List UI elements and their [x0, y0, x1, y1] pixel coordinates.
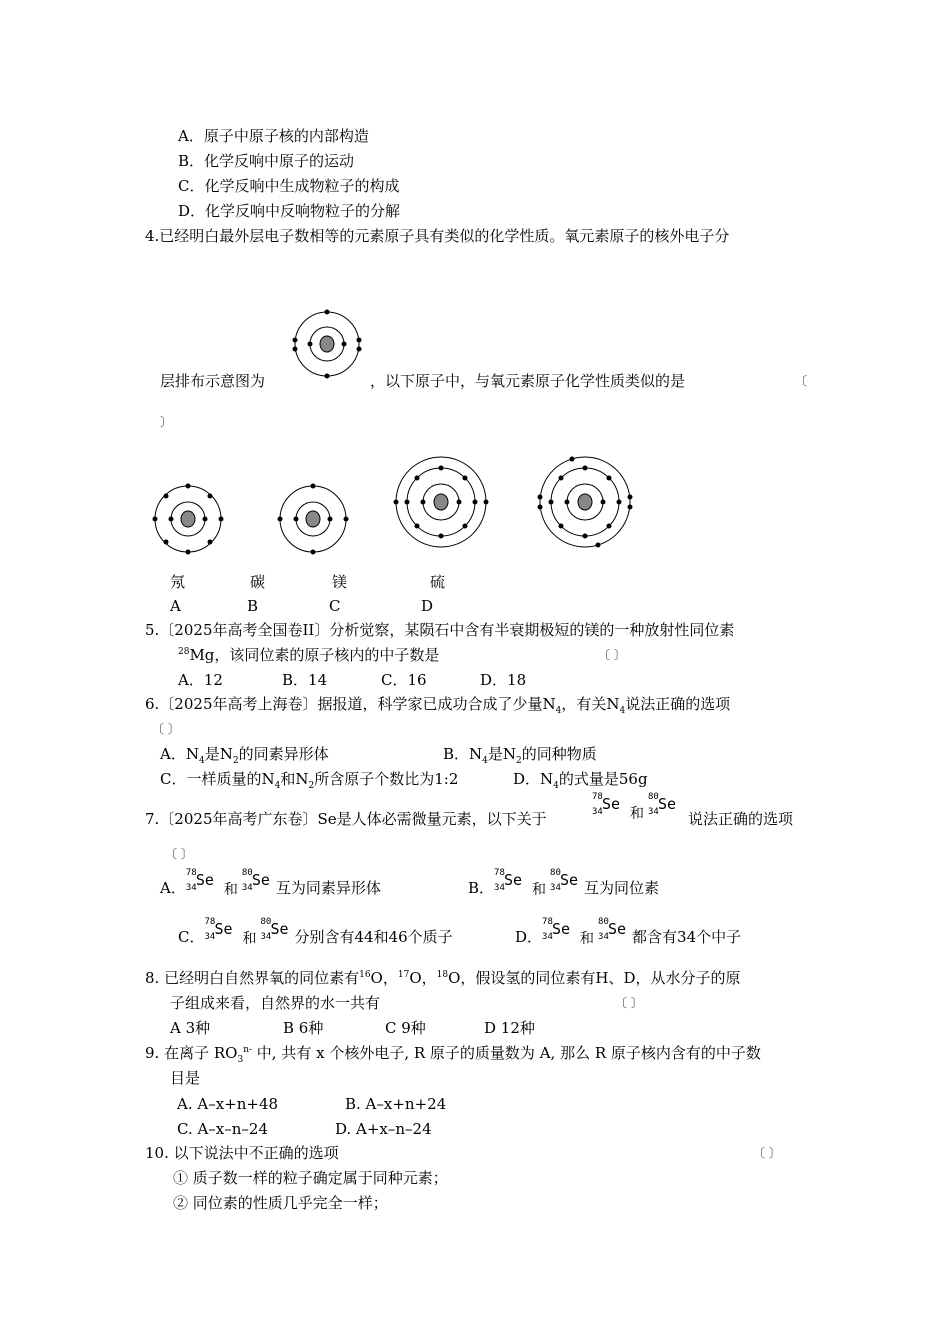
- se78-symbol: 78 34 Se: [592, 792, 621, 817]
- q6-line1-b: ，有关N: [561, 695, 620, 713]
- q3-option-b: B．化学反响中原子的运动: [178, 152, 355, 170]
- q3-option-a: A．原子中原子核的内部构造: [178, 127, 369, 145]
- q7-option-text: 互为同位素: [584, 879, 660, 897]
- q8-o: O，: [370, 969, 398, 987]
- q8-line2: 子组成来看，自然界的水一共有: [170, 994, 381, 1012]
- q7-option-text: 都含有34个中子: [632, 928, 742, 946]
- q8-line1-a: 8. 已经明白自然界氧的同位素有: [145, 969, 360, 987]
- q10-line1: 10. 以下说法中不正确的选项: [145, 1144, 339, 1162]
- q6-sub: 2: [516, 756, 522, 766]
- q7-and: 和: [630, 806, 644, 822]
- q7-option-label: D．: [515, 928, 543, 946]
- q4-element-sulfur: 硫: [430, 573, 446, 591]
- q8-mass: 16: [359, 970, 371, 980]
- q9-line1: [145, 1043, 761, 1063]
- q6-line1-c: 说法正确的选项: [625, 695, 731, 713]
- oxygen-atom-diagram: [292, 308, 362, 380]
- q6-line1-a: 6.〔2025年高考上海卷〕据报道，科学家已成功合成了少量N: [145, 695, 556, 713]
- q5-option-d: D．18: [480, 671, 527, 689]
- se78-symbol: 78 34 Se: [185, 868, 214, 893]
- q4-stem-part2b: ，以下原子中，与氧元素原子化学性质类似的是: [370, 372, 686, 390]
- q7-and: 和: [532, 882, 547, 898]
- q6-option-c: [160, 769, 458, 789]
- q8-option-c: C 9种: [385, 1019, 426, 1037]
- q8-option-d: D 12种: [484, 1019, 535, 1037]
- q7-line1-end: 说法正确的选项: [688, 810, 794, 828]
- q4-option-c: C: [329, 597, 341, 615]
- q6-sub: 2: [232, 756, 239, 766]
- q3-option-c: C．化学反响中生成物粒子的构成: [178, 177, 400, 195]
- se80-symbol: 80 34 Se: [648, 792, 677, 817]
- q5-line2: [178, 645, 439, 665]
- q7-isotopes-stem: [592, 793, 682, 829]
- q8-o: O，: [409, 969, 437, 987]
- q9-option-a: A. A–x+n+48: [177, 1095, 279, 1113]
- se80-symbol: 80 34 Se: [241, 868, 270, 893]
- q8-o: O，假设氢的同位素有H、D，从水分子的原: [448, 969, 741, 987]
- q6-line1: [145, 694, 730, 714]
- q8-option-a: A 3种: [170, 1019, 211, 1037]
- q6-opt-c-part: 所含原子个数比为1:2: [314, 770, 459, 788]
- q4-option-b: B: [247, 597, 259, 615]
- q8-bracket: 〔 〕: [615, 996, 643, 1010]
- q10-item-1: ① 质子数一样的粒子确定属于同种元素；: [173, 1169, 448, 1187]
- q6-opt-a-part: 是N: [204, 745, 233, 763]
- q6-option-d: [513, 769, 648, 789]
- q9-option-d: D. A+x–n–24: [335, 1120, 432, 1138]
- q9-line1-a: 9. 在离子 RO: [145, 1044, 238, 1062]
- q9-option-b: B. A–x+n+24: [345, 1095, 447, 1113]
- q7-option-c: [178, 918, 453, 954]
- q4-bracket-open: 〔: [795, 374, 808, 388]
- q6-sub: 4: [555, 706, 562, 716]
- q5-bracket: 〔 〕: [598, 648, 626, 662]
- q6-opt-c-part: C．一样质量的N: [160, 770, 275, 788]
- q7-option-b: [468, 869, 659, 905]
- q6-opt-d-part: D．N: [513, 770, 554, 788]
- q5-option-a: A．12: [178, 671, 223, 689]
- q5-mass-number: 28: [178, 647, 190, 657]
- q6-bracket: 〔 〕: [152, 722, 180, 736]
- q6-sub: 4: [198, 756, 205, 766]
- q6-sub: 4: [274, 781, 281, 791]
- q9-line1-b: 中, 共有 x 个核外电子, R 原子的质量数为 A, 那么 R 原子核内含有的中子数: [252, 1044, 761, 1062]
- q7-option-text: 分别含有44和46个质子: [294, 928, 453, 946]
- q5-line2-text: Mg，该同位素的原子核内的中子数是: [189, 646, 440, 664]
- se78-symbol: 78 34 Se: [542, 917, 571, 942]
- q6-sub: 4: [553, 781, 559, 791]
- q5-line1: 5.〔2025年高考全国卷II〕分析觉察，某陨石中含有半衰期极短的镁的一种放射性同位素: [145, 621, 735, 639]
- q6-opt-b-part: 是N: [487, 745, 517, 763]
- q7-and: 和: [580, 931, 595, 947]
- q7-line1: 7.〔2025年高考广东卷〕Se是人体必需微量元素，以下关于: [145, 810, 547, 828]
- q7-option-label: C．: [178, 928, 205, 946]
- q10-item-2: ② 同位素的性质几乎完全一样；: [173, 1194, 388, 1212]
- q4-element-neon: 氖: [170, 573, 186, 591]
- q4-option-d: D: [421, 597, 434, 615]
- q4-stem-line1: 4.已经明白最外层电子数相等的元素原子具有类似的化学性质。氧元素原子的核外电子分: [145, 227, 730, 245]
- q3-option-d: D．化学反响中反响物粒子的分解: [178, 202, 401, 220]
- q6-option-b: [443, 744, 597, 764]
- se78-symbol: 78 34 Se: [204, 917, 233, 942]
- q6-opt-c-part: 和N: [280, 770, 309, 788]
- q6-opt-a-part: 的同素异形体: [238, 745, 329, 763]
- se78-symbol: 78 34 Se: [494, 868, 523, 893]
- q5-option-c: C．16: [381, 671, 427, 689]
- sulfur-atom-diagram: [537, 454, 633, 550]
- q9-sup: n-: [243, 1045, 253, 1055]
- q6-opt-b-part: 的同种物质: [521, 745, 597, 763]
- q8-option-b: B 6种: [283, 1019, 324, 1037]
- q7-and: 和: [223, 882, 238, 898]
- q7-bracket: 〔 〕: [165, 847, 193, 861]
- q6-opt-d-part: 的式量是56g: [558, 770, 648, 788]
- q4-element-carbon: 碳: [250, 573, 266, 591]
- q6-opt-a-part: A．N: [160, 745, 199, 763]
- q5-option-b: B．14: [282, 671, 328, 689]
- q8-mass: 18: [436, 970, 449, 980]
- carbon-atom-diagram: [276, 484, 350, 556]
- q9-line2: 目是: [170, 1069, 201, 1087]
- q7-option-label: A．: [160, 879, 186, 897]
- q6-sub: 2: [308, 781, 315, 791]
- se80-symbol: 80 34 Se: [550, 868, 579, 893]
- q6-sub: 4: [619, 706, 626, 716]
- q7-option-d: [515, 918, 741, 954]
- q6-option-a: [160, 744, 329, 764]
- q7-and: 和: [242, 931, 257, 947]
- q9-option-c: C. A–x–n–24: [177, 1120, 269, 1138]
- neon-atom-diagram: [151, 484, 225, 556]
- q8-line1: [145, 968, 741, 988]
- q7-option-label: B．: [468, 879, 495, 897]
- q4-bracket-close: 〕: [160, 415, 173, 429]
- q4-stem-part2a: 层排布示意图为: [160, 372, 266, 390]
- q4-option-a: A: [170, 597, 181, 615]
- q10-bracket: 〔 〕: [753, 1146, 781, 1160]
- q8-mass: 17: [397, 970, 410, 980]
- se80-symbol: 80 34 Se: [260, 917, 289, 942]
- se80-symbol: 80 34 Se: [598, 917, 627, 942]
- q6-opt-b-part: B．N: [443, 745, 483, 763]
- q7-option-a: [160, 869, 381, 905]
- q7-option-text: 互为同素异形体: [275, 879, 381, 897]
- q4-element-magnesium: 镁: [332, 573, 348, 591]
- q6-sub: 4: [482, 756, 488, 766]
- magnesium-atom-diagram: [393, 454, 489, 550]
- q9-sub: 3: [237, 1055, 244, 1065]
